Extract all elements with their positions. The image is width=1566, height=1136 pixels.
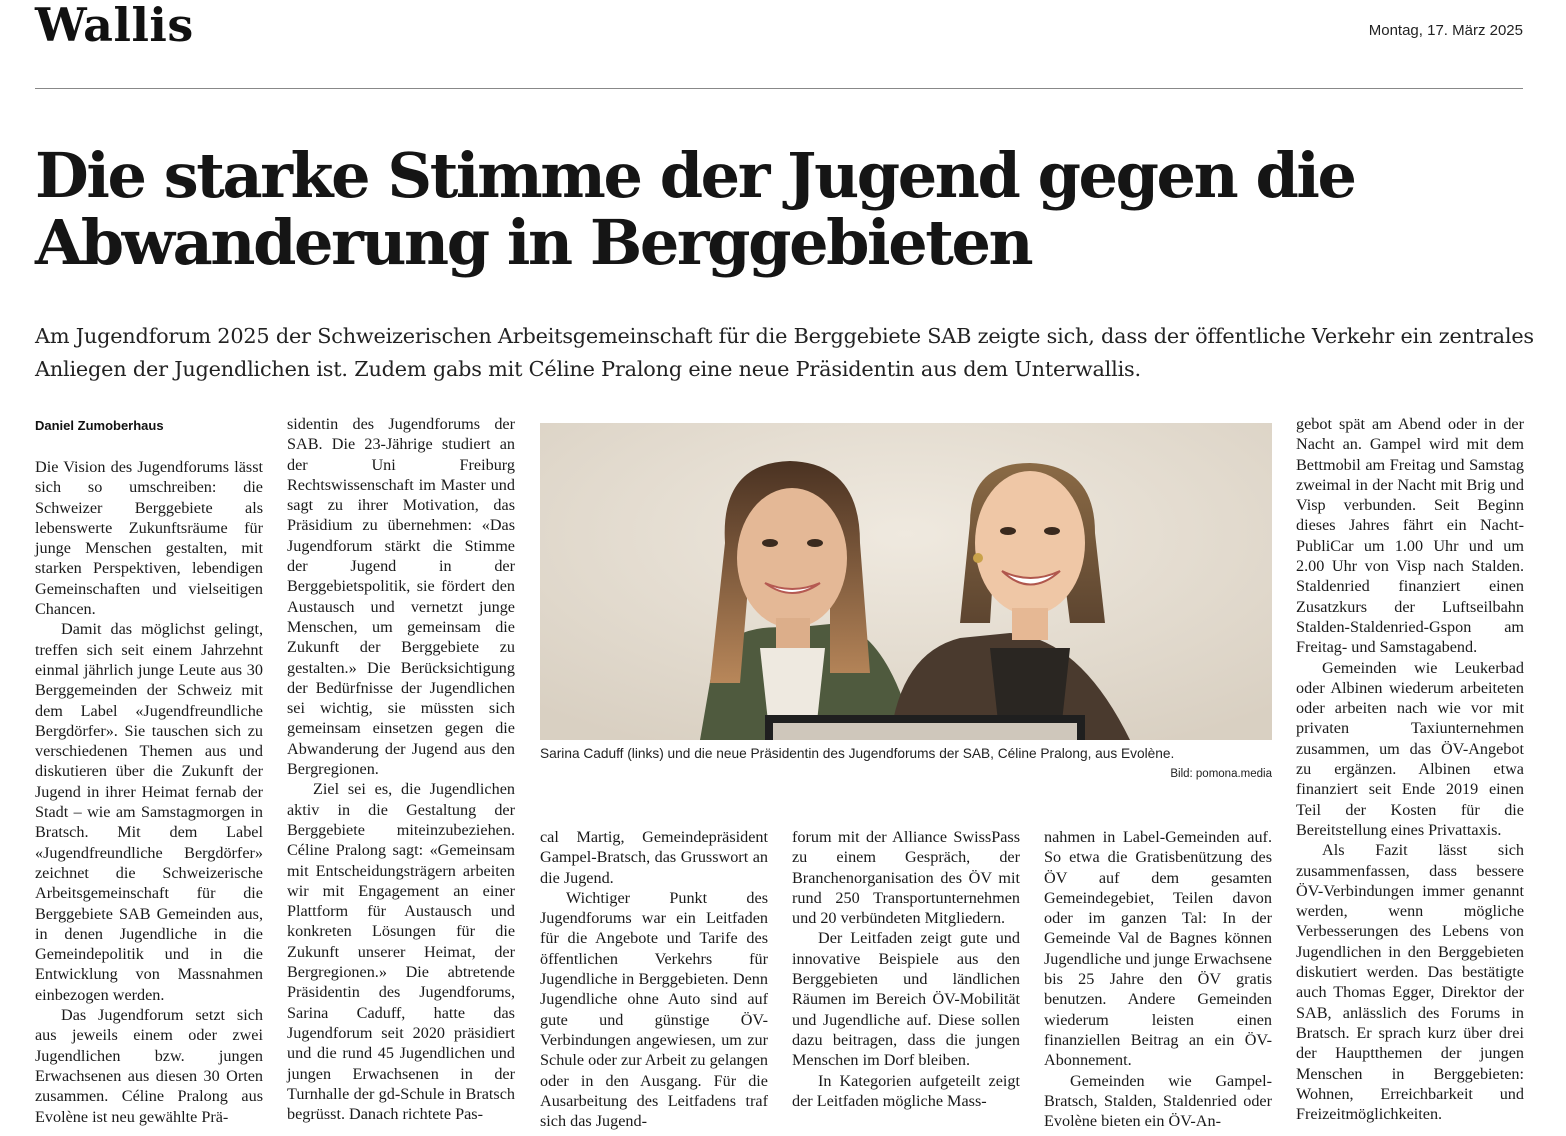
paragraph: Gemeinden wie Gampel-Bratsch, Stalden, Staldenried oder Evolène bieten ein ÖV-An-: [1044, 1071, 1272, 1131]
photo-caption: Sarina Caduff (links) und die neue Präsidentin des Jugendforums der SAB, Céline Pralong, aus Evolène.: [540, 746, 1175, 761]
article-column-5: [1044, 827, 1272, 1131]
paragraph: Die Vision des Jugendforums lässt sich so umschreiben: die Schweizer Berggebiete als lebenswerte Zukunftsräume für junge Menschen gestalten, mit starken Perspektiven, lebendigen Gemeinschaften und vielseitigen Chancen.: [35, 458, 263, 619]
paragraph: forum mit der Alliance SwissPass zu einem Gespräch, der Branchenorganisation des ÖV mit rund 250 Transportunternehmen und 20 verbündeten Mitgliedern.: [792, 828, 1020, 928]
header-divider: [35, 88, 1523, 89]
paragraph: nahmen in Label-Gemeinden auf. So etwa die Gratisbenützung des ÖV auf dem gesamten Gemeindegebiet, Teilen davon oder im ganzen Tal: In der Gemeinde Val de Bagnes können Jugendliche und junge Erwachsene bis 25 Jahre den ÖV gratis benutzen. Andere Gemeinden wiederum leisten einen finanziellen Beitrag an ein ÖV-Abonnement.: [1044, 828, 1272, 1070]
headline: Die starke Stimme der Jugend gegen die Abwanderung in Berggebieten: [35, 139, 1355, 279]
photo-illustration: [540, 423, 1272, 740]
article-column-4: [792, 827, 1020, 1111]
article-column-1: [35, 457, 263, 1127]
article-column-6: [1296, 414, 1524, 1124]
publication-date: Montag, 17. März 2025: [1368, 22, 1523, 39]
paragraph: sidentin des Jugendforums der SAB. Die 23-Jährige studiert an der Uni Freiburg Rechtswissenschaft im Master und sagt zu ihrer Motivation, das Präsidium zu übernehmen: «Das Jugendforum stärkt die Stimme der Jugend in der Berggebietspolitik, sie fördert den Austausch und vernetzt junge Menschen, um gemeinsam die Zukunft der Berggebiete zu gestalten.» Die Berücksichtigung der Bedürfnisse der Jugendlichen sei wichtig, sie müssten sich gemeinsam einsetzen gegen die Abwanderung der Jugend aus den Bergregionen.: [287, 415, 515, 779]
section-title: Wallis: [35, 0, 194, 52]
paragraph: Damit das möglichst gelingt, treffen sich seit einem Jahrzehnt einmal jährlich junge Leute aus 30 Berggemeinden der Schweiz mit dem Label «Jugendfreundliche Bergdörfer». Sie tauschen sich zu verschiedenen Themen aus und diskutieren über die Zukunft der Jugend in ihrer Heimat fernab der Stadt – wie am Samstagmorgen in Bratsch. Mit dem Label «Jugendfreundliche Bergdörfer» zeichnet die Schweizerische Arbeitsgemeinschaft für die Berggebiete SAB Gemeinden aus, in denen Jugendliche in die Gemeindepolitik und in die Entwicklung von Massnahmen einbezogen werden.: [35, 620, 263, 1004]
paragraph: Als Fazit lässt sich zusammenfassen, dass bessere ÖV-Verbindungen immer genannt werden, wenn mögliche Verbesserungen des Lebens von Jugendlichen in den Berggebieten diskutiert werden. Das bestätigte auch Thomas Egger, Direktor der SAB, anlässlich des Forums in Bratsch. Er sprach kurz über drei der Hauptthemen der jungen Menschen in Berggebieten: Wohnen, Erreichbarkeit und Freizeitmöglichkeiten.: [1296, 841, 1524, 1124]
paragraph: cal Martig, Gemeindepräsident Gampel-Bratsch, das Grusswort an die Jugend.: [540, 828, 768, 887]
photo-credit: Bild: pomona.media: [1170, 768, 1272, 780]
article-photo: [540, 423, 1272, 740]
lead-paragraph: Am Jugendforum 2025 der Schweizerischen Arbeitsgemeinschaft für die Berggebiete SAB zeigte sich, dass der öffentliche Verkehr ein zentrales Anliegen der Jugendlichen ist. Zudem gabs mit Céline Pralong eine neue Präsidentin aus dem Unterwallis.: [35, 324, 1534, 381]
paragraph: Das Jugendforum setzt sich aus jeweils einem oder zwei Jugendlichen bzw. jungen Erwachsenen aus diesen 30 Orten zusammen. Céline Pralong aus Evolène ist neu gewählte Prä-: [35, 1006, 263, 1126]
author-byline: Daniel Zumoberhaus: [35, 418, 164, 433]
article-column-3: [540, 827, 768, 1131]
paragraph: Der Leitfaden zeigt gute und innovative Beispiele aus den Berggebieten und ländlichen Räumen im Bereich ÖV-Mobilität und Jugendliche auf. Diese sollen dazu beitragen, dass die jungen Menschen im Dorf bleiben.: [792, 929, 1020, 1070]
article-column-2: [287, 414, 515, 1124]
paragraph: gebot spät am Abend oder in der Nacht an. Gampel wird mit dem Bettmobil am Freitag und Samstag zweimal in der Nacht mit Brig und Visp verbunden. Seit Beginn dieses Jahres fährt ein Nacht-PubliCar um 1.00 Uhr und um 2.00 Uhr von Visp nach Stalden. Staldenried finanziert einen Zusatzkurs der Luftseilbahn Stalden-Staldenried-Gspon am Freitag- und Samstagabend.: [1296, 415, 1524, 657]
paragraph: Gemeinden wie Leukerbad oder Albinen wiederum arbeiteten oder arbeiten nach wie vor mit privaten Taxiunternehmen zusammen, um das ÖV-Angebot zu ergänzen. Albinen etwa finanziert seit Ende 2019 einen Teil der Kosten für die Bereitstellung eines Privattaxis.: [1296, 658, 1524, 839]
paragraph: In Kategorien aufgeteilt zeigt der Leitfaden mögliche Mass-: [792, 1071, 1020, 1110]
paragraph: Ziel sei es, die Jugendlichen aktiv in die Gestaltung der Berggebiete miteinzubeziehen. Céline Pralong sagt: «Gemeinsam mit Entscheidungsträgern arbeiten wir mit Engagement an einer Plattform für Austausch und konkreten Lösungen für die Zukunft unserer Heimat, der Bergregionen.» Die abtretende Präsidentin des Jugendforums, Sarina Caduff, hatte das Jugendforum seit 2020 präsidiert und die rund 45 Jugendlichen und jungen Erwachsenen in der Turnhalle der gd-Schule in Bratsch begrüsst. Danach richtete Pas-: [287, 780, 515, 1124]
paragraph: Wichtiger Punkt des Jugendforums war ein Leitfaden für die Angebote und Tarife des öffentlichen Verkehrs für Jugendliche in Berggebieten. Denn Jugendliche ohne Auto sind auf gute und günstige ÖV-Verbindungen angewiesen, um zur Schule oder zur Arbeit zu gelangen oder in den Ausgang. Für die Ausarbeitung des Leitfadens traf sich das Jugend-: [540, 888, 768, 1131]
